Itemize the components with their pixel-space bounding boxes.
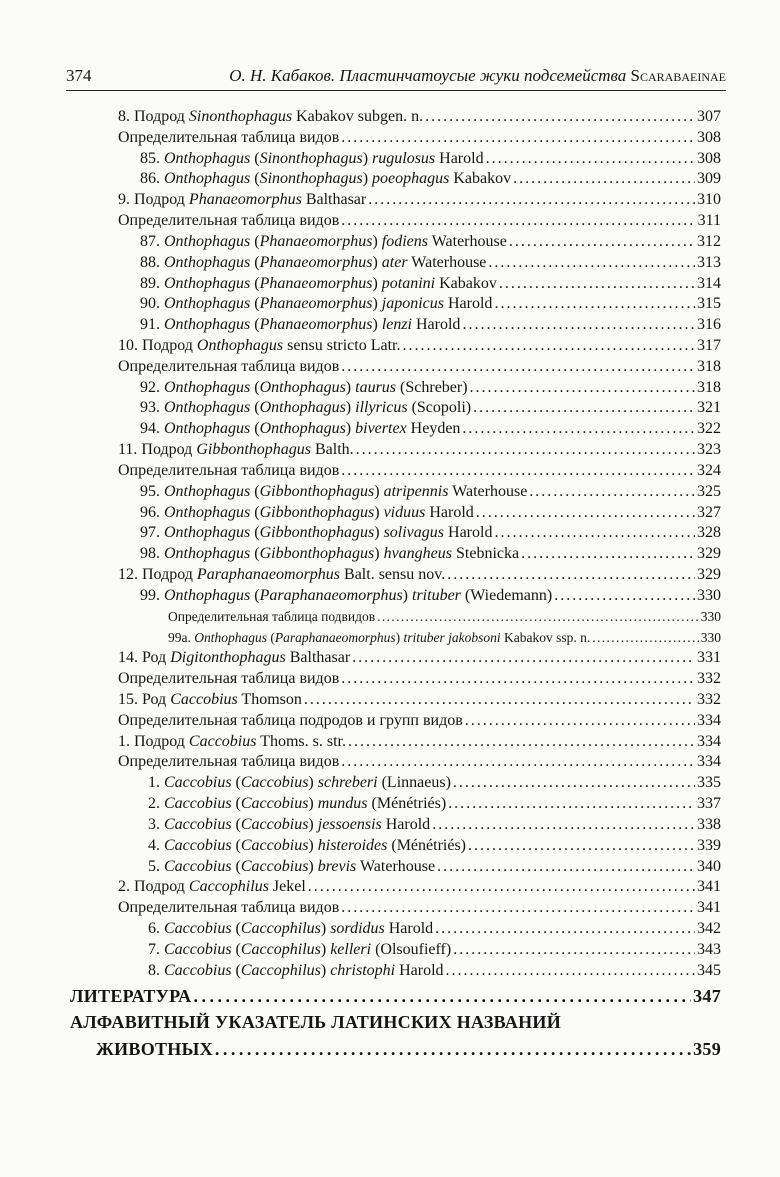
toc-entry-page: 337 — [697, 795, 721, 813]
dot-leader — [425, 107, 695, 127]
running-title — [229, 66, 726, 86]
toc-entry[interactable] — [140, 586, 721, 606]
toc-entry-index[interactable] — [96, 1037, 721, 1061]
dot-leader — [476, 503, 695, 523]
dot-leader — [377, 607, 699, 627]
toc-entry-title: 15. Род Caccobius Thomson — [118, 690, 302, 708]
index-page: 359 — [693, 1039, 721, 1059]
toc-entry-literature[interactable] — [70, 984, 721, 1008]
dot-leader — [432, 815, 695, 835]
toc-entry-page: 331 — [697, 649, 721, 667]
toc-entry[interactable] — [118, 752, 721, 772]
toc-entry-page: 330 — [700, 629, 721, 645]
dot-leader — [341, 211, 695, 231]
toc-entry-page: 341 — [697, 899, 721, 917]
dot-leader — [453, 773, 695, 793]
toc-entry-page: 341 — [697, 878, 721, 896]
dot-leader — [448, 794, 695, 814]
toc-entry[interactable] — [118, 336, 721, 356]
toc-entry[interactable] — [118, 898, 721, 918]
toc-entry-page: 329 — [697, 545, 721, 563]
toc-entry-title: 94. Onthophagus (Onthophagus) bivertex Heyden — [140, 420, 461, 438]
page-number: 374 — [66, 66, 92, 85]
toc-entry-title: 90. Onthophagus (Phanaeomorphus) japonicus Harold — [140, 295, 493, 313]
toc-entry[interactable] — [148, 836, 721, 856]
toc-entry-page: 311 — [697, 212, 721, 230]
dot-leader — [304, 690, 695, 710]
toc-entry[interactable] — [168, 628, 721, 648]
toc-entry-title: Определительная таблица видов — [118, 212, 340, 230]
toc-entry-page: 323 — [697, 441, 721, 459]
toc-entry-page: 330 — [700, 608, 721, 624]
dot-leader — [348, 732, 695, 752]
dot-leader — [193, 984, 691, 1008]
toc-entry-page: 334 — [697, 711, 721, 729]
dot-leader — [473, 398, 695, 418]
dot-leader — [470, 378, 695, 398]
toc-entry-title: Определительная таблица подвидов — [168, 608, 376, 624]
toc-entry-page: 316 — [697, 316, 721, 334]
running-title-caps: Scarabaeinae — [630, 66, 726, 85]
dot-leader — [494, 523, 695, 543]
dot-leader — [592, 628, 698, 648]
toc-entry[interactable] — [140, 419, 721, 439]
toc-entry-page: 310 — [697, 191, 721, 209]
toc-entry-title: 1. Подрод Caccobius Thoms. s. str. — [118, 732, 346, 750]
toc-entry-title: Определительная таблица видов — [118, 899, 340, 917]
toc-entry-page: 335 — [697, 774, 721, 792]
toc-entry-title: Определительная таблица видов — [118, 357, 340, 375]
toc-entry[interactable] — [140, 503, 721, 523]
toc-entry[interactable] — [140, 149, 721, 169]
toc-entry[interactable] — [118, 565, 721, 585]
toc-entry-page: 345 — [697, 961, 721, 979]
toc-entry-title: Определительная таблица видов — [118, 753, 340, 771]
toc-entry[interactable] — [118, 357, 721, 377]
toc-entry-title: Определительная таблица видов — [118, 461, 340, 479]
dot-leader — [509, 232, 695, 252]
toc-entry[interactable] — [118, 211, 721, 231]
toc-entry-page: 308 — [697, 149, 721, 167]
toc-entry-page: 334 — [697, 753, 721, 771]
toc-entry-title: 86. Onthophagus (Sinonthophagus) poeophagus Kabakov — [140, 170, 512, 188]
toc-entry[interactable] — [118, 669, 721, 689]
dot-leader — [352, 648, 695, 668]
toc-entry-title: 1. Caccobius (Caccobius) schreberi (Linnaeus) — [148, 774, 451, 792]
toc-entry-title: 8. Подрод Sinonthophagus Kabakov subgen. n. — [118, 108, 424, 125]
dot-leader — [462, 419, 695, 439]
dot-leader — [453, 940, 695, 960]
toc-entry[interactable] — [118, 732, 721, 752]
toc-entry-page: 330 — [697, 586, 721, 604]
toc-entry[interactable] — [140, 544, 721, 564]
dot-leader — [486, 149, 695, 169]
toc-entry-title: 8. Caccobius (Caccophilus) christophi Harold — [148, 961, 444, 979]
toc-entry-title: 95. Onthophagus (Gibbonthophagus) atripennis Waterhouse — [140, 482, 528, 500]
toc-entry-title: 93. Onthophagus (Onthophagus) illyricus (Scopoli) — [140, 399, 472, 417]
toc-entry[interactable] — [140, 232, 721, 252]
dot-leader — [341, 752, 695, 772]
toc-entry[interactable] — [140, 482, 721, 502]
dot-leader — [341, 461, 695, 481]
dot-leader — [529, 482, 695, 502]
toc-entry-page: 338 — [697, 815, 721, 833]
dot-leader — [215, 1037, 691, 1061]
toc-entry-page: 321 — [697, 399, 721, 417]
toc-entry-title: 2. Caccobius (Caccobius) mundus (Ménétriés) — [148, 795, 447, 813]
toc-entry-title: 89. Onthophagus (Phanaeomorphus) potanini Kabakov — [140, 274, 497, 292]
dot-leader — [465, 711, 695, 731]
toc-entry-title: 97. Onthophagus (Gibbonthophagus) solivagus Harold — [140, 524, 493, 542]
toc-entry-page: 329 — [697, 566, 721, 584]
index-title-line1[interactable]: АЛФАВИТНЫЙ УКАЗАТЕЛЬ ЛАТИНСКИХ НАЗВАНИЙ — [70, 1012, 562, 1032]
toc-entry-title: 4. Caccobius (Caccobius) histeroides (Ménétriés) — [148, 836, 467, 854]
dot-leader — [308, 877, 695, 897]
dot-leader — [341, 898, 695, 918]
toc-entry-title: 87. Onthophagus (Phanaeomorphus) fodiens Waterhouse — [140, 232, 507, 250]
toc-entry-page: 343 — [697, 940, 721, 958]
toc-entry-title: 2. Подрод Caccophilus Jekel — [118, 878, 306, 896]
dot-leader — [435, 919, 695, 939]
toc-entry[interactable] — [118, 461, 721, 481]
toc-entry-title: 91. Onthophagus (Phanaeomorphus) lenzi Harold — [140, 316, 461, 334]
dot-leader — [499, 274, 695, 294]
dot-leader — [513, 169, 695, 189]
dot-leader — [341, 357, 695, 377]
toc-entry-page: 342 — [697, 919, 721, 937]
toc-entry[interactable] — [148, 857, 721, 877]
toc-entry[interactable] — [148, 961, 721, 981]
toc-entry[interactable] — [140, 169, 721, 189]
toc-entry-title: 5. Caccobius (Caccobius) brevis Waterhouse — [148, 857, 436, 875]
dot-leader — [341, 669, 695, 689]
toc-entry[interactable] — [140, 378, 721, 398]
toc-entry-title: 14. Род Digitonthophagus Balthasar — [118, 649, 351, 667]
toc-entry-title: 99а. Onthophagus (Paraphanaeomorphus) trituber jakobsoni Kabakov ssp. n. — [168, 629, 591, 645]
toc-entry[interactable] — [118, 711, 721, 731]
toc-entry[interactable] — [168, 607, 721, 627]
toc-entry-page: 325 — [697, 482, 721, 500]
toc-entry-page: 308 — [697, 128, 721, 146]
toc-entry[interactable] — [140, 398, 721, 418]
toc-entry[interactable] — [140, 253, 721, 273]
toc-entry-page: 312 — [697, 232, 721, 250]
toc-entry[interactable] — [118, 690, 721, 710]
toc-entry-title: 96. Onthophagus (Gibbonthophagus) viduus Harold — [140, 503, 474, 521]
running-title-text: О. Н. Кабаков. Пластинчатоусые жуки подсемейства — [229, 66, 627, 85]
toc-entry-page: 318 — [697, 378, 721, 396]
toc-entry-page: 334 — [697, 732, 721, 750]
toc-entry[interactable] — [118, 648, 721, 668]
toc-entry[interactable] — [148, 919, 721, 939]
toc-entry-title: 92. Onthophagus (Onthophagus) taurus (Schreber) — [140, 378, 468, 396]
toc-entry[interactable] — [140, 315, 721, 335]
toc-entry[interactable] — [118, 877, 721, 897]
toc-entry-page: 322 — [697, 420, 721, 438]
toc-entry[interactable] — [148, 773, 721, 793]
toc-entry-title: 12. Подрод Paraphanaeomorphus Balt. sensu nov. — [118, 566, 446, 584]
dot-leader — [494, 294, 695, 314]
dot-leader — [446, 961, 695, 981]
toc-entry-title: 7. Caccobius (Caccophilus) kelleri (Olsoufieff) — [148, 940, 452, 958]
toc-entry-title: 85. Onthophagus (Sinonthophagus) rugulosus Harold — [140, 149, 484, 167]
toc-entry-title: 10. Подрод Onthophagus sensu stricto Latr. — [118, 337, 401, 355]
toc-entry-page: 314 — [697, 274, 721, 292]
toc-entry-page: 328 — [697, 524, 721, 542]
toc-entry-title: 88. Onthophagus (Phanaeomorphus) ater Waterhouse — [140, 253, 487, 271]
literature-page: 347 — [693, 986, 721, 1006]
toc-entry[interactable] — [118, 440, 721, 460]
toc-entry[interactable] — [140, 294, 721, 314]
toc-entry-page: 327 — [697, 503, 721, 521]
toc-entry-title: 98. Onthophagus (Gibbonthophagus) hvangheus Stebnicka — [140, 545, 520, 563]
literature-title: ЛИТЕРАТУРА — [70, 986, 192, 1006]
toc-entry-title: Определительная таблица подродов и групп видов — [118, 711, 463, 729]
dot-leader — [554, 586, 695, 606]
dot-leader — [341, 128, 695, 148]
toc-entry-title: Определительная таблица видов — [118, 128, 340, 146]
toc-entry-title: 11. Подрод Gibbonthophagus Balth. — [118, 441, 354, 459]
toc-entry[interactable] — [140, 523, 721, 543]
dot-leader — [468, 836, 695, 856]
toc-entry-page: 317 — [697, 337, 721, 355]
toc-entry-page: 318 — [697, 357, 721, 375]
dot-leader — [368, 190, 695, 210]
toc-entry-page: 340 — [697, 857, 721, 875]
dot-leader — [402, 336, 695, 356]
dot-leader — [462, 315, 695, 335]
dot-leader — [356, 440, 695, 460]
dot-leader — [488, 253, 695, 273]
toc-entry-page: 324 — [697, 461, 721, 479]
dot-leader — [437, 857, 695, 877]
toc-entry-page: 307 — [697, 108, 721, 125]
toc-entry[interactable] — [148, 794, 721, 814]
index-title-line2: ЖИВОТНЫХ — [96, 1039, 213, 1059]
toc-entry-title: 6. Caccobius (Caccophilus) sordidus Harold — [148, 919, 434, 937]
dot-leader — [521, 544, 695, 564]
toc-entry-page: 315 — [697, 295, 721, 313]
toc-entry-page: 313 — [697, 253, 721, 271]
toc-entry[interactable] — [148, 940, 721, 960]
toc-entry[interactable] — [118, 190, 721, 210]
toc-entry-title: 99. Onthophagus (Paraphanaeomorphus) trituber (Wiedemann) — [140, 586, 553, 604]
toc-entry-page: 339 — [697, 836, 721, 854]
toc-entry-title: Определительная таблица видов — [118, 670, 340, 688]
toc-entry[interactable] — [140, 274, 721, 294]
running-header — [66, 62, 726, 91]
toc-entry[interactable] — [118, 128, 721, 148]
toc-entry-page: 332 — [697, 670, 721, 688]
toc-entry-title: 3. Caccobius (Caccobius) jessoensis Harold — [148, 815, 431, 833]
toc-entry[interactable] — [118, 107, 721, 127]
toc-entry-title: 9. Подрод Phanaeomorphus Balthasar — [118, 191, 367, 209]
dot-leader — [447, 565, 695, 585]
toc-entry-page: 332 — [697, 690, 721, 708]
toc-entry-page: 309 — [697, 170, 721, 188]
toc-entry[interactable] — [148, 815, 721, 835]
